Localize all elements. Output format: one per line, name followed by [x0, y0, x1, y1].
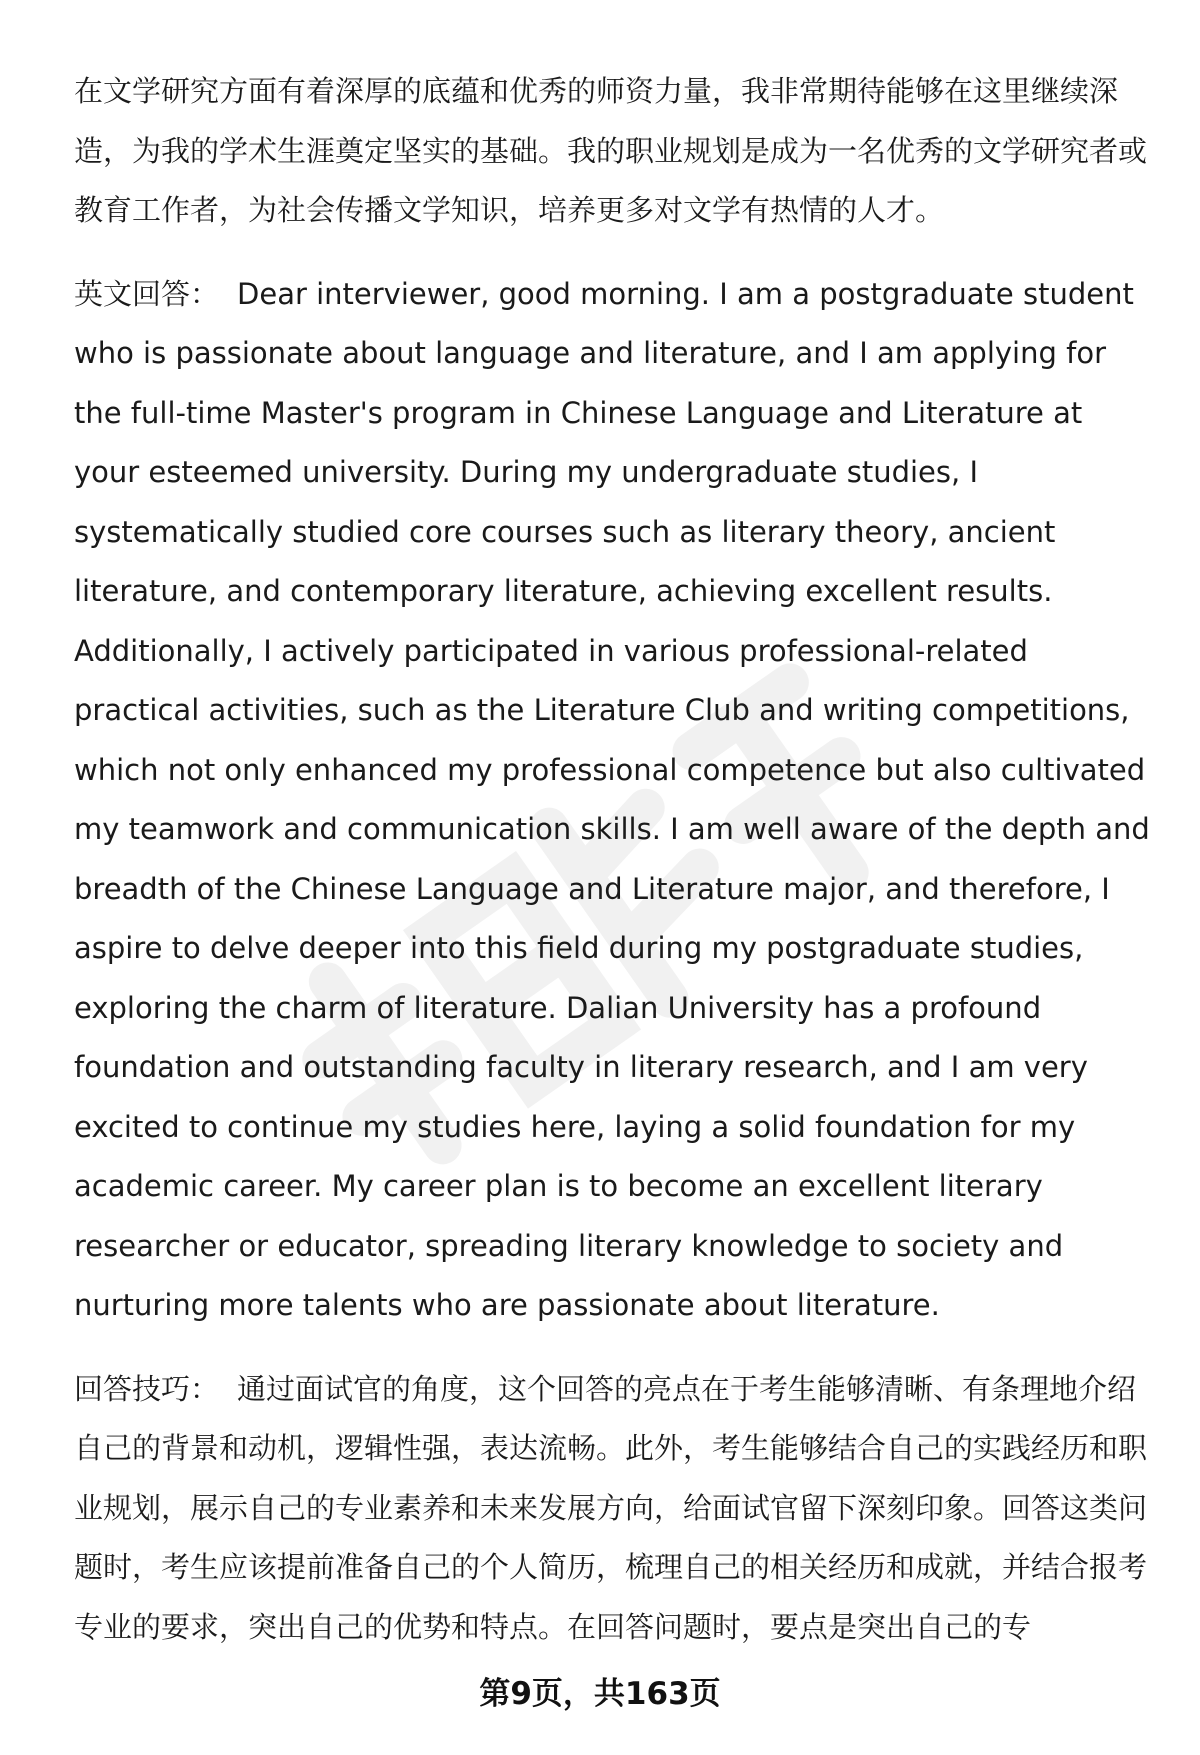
paragraph-text: 在文学研究方面有着深厚的底蕴和优秀的师资力量，我非常期待能够在这里继续深造，为我的学术生涯奠定坚实的基础。我的职业规划是成为一名优秀的文学研究者或教育工作者，为社会传播文学知识，培养更多对文学有热情的人才。 [74, 74, 1148, 227]
paragraph-chinese-answer-continued [74, 62, 1154, 241]
english-answer-label: 英文回答： [74, 276, 220, 311]
paragraph-text: Dear interviewer, good morning. I am a postgraduate student who is passionate about language and literature, and I am applying for the full-time Master's program in Chinese Language and Literature at your esteemed university. During my undergraduate studies, I systematically studied core courses such as literary theory, ancient literature, and contemporary literature, achieving excellent results. Additionally, I actively participated in various professional-related practical activities, such as the Literature Club and writing competitions, which not only enhanced my professional competence but also cultivated my teamwork and communication skills. I am well aware of the depth and breadth of the Chinese Language and Literature major, and therefore, I aspire to delve deeper into this field during my postgraduate studies, exploring the charm of literature. Dalian University has a profound foundation and outstanding faculty in literary research, and I am very excited to continue my studies here, laying a solid foundation for my academic career. My career plan is to become an excellent literary researcher or educator, spreading literary knowledge to society and nurturing more talents who are passionate about literature. [74, 276, 1150, 1322]
paragraph-text: 通过面试官的角度，这个回答的亮点在于考生能够清晰、有条理地介绍自己的背景和动机，逻辑性强，表达流畅。此外，考生能够结合自己的实践经历和职业规划，展示自己的专业素养和未来发展方向，给面试官留下深刻印象。回答这类问题时，考生应该提前准备自己的个人简历，梳理自己的相关经历和成就，并结合报考专业的要求，突出自己的优势和特点。在回答问题时，要点是突出自己的专 [74, 1371, 1148, 1644]
page-number: 第9页，共163页 [479, 1676, 721, 1712]
paragraph-answer-tips [74, 1360, 1154, 1658]
paragraph-english-answer [74, 265, 1154, 1336]
answer-tips-label: 回答技巧： [74, 1371, 220, 1406]
document-body [74, 62, 1154, 1681]
